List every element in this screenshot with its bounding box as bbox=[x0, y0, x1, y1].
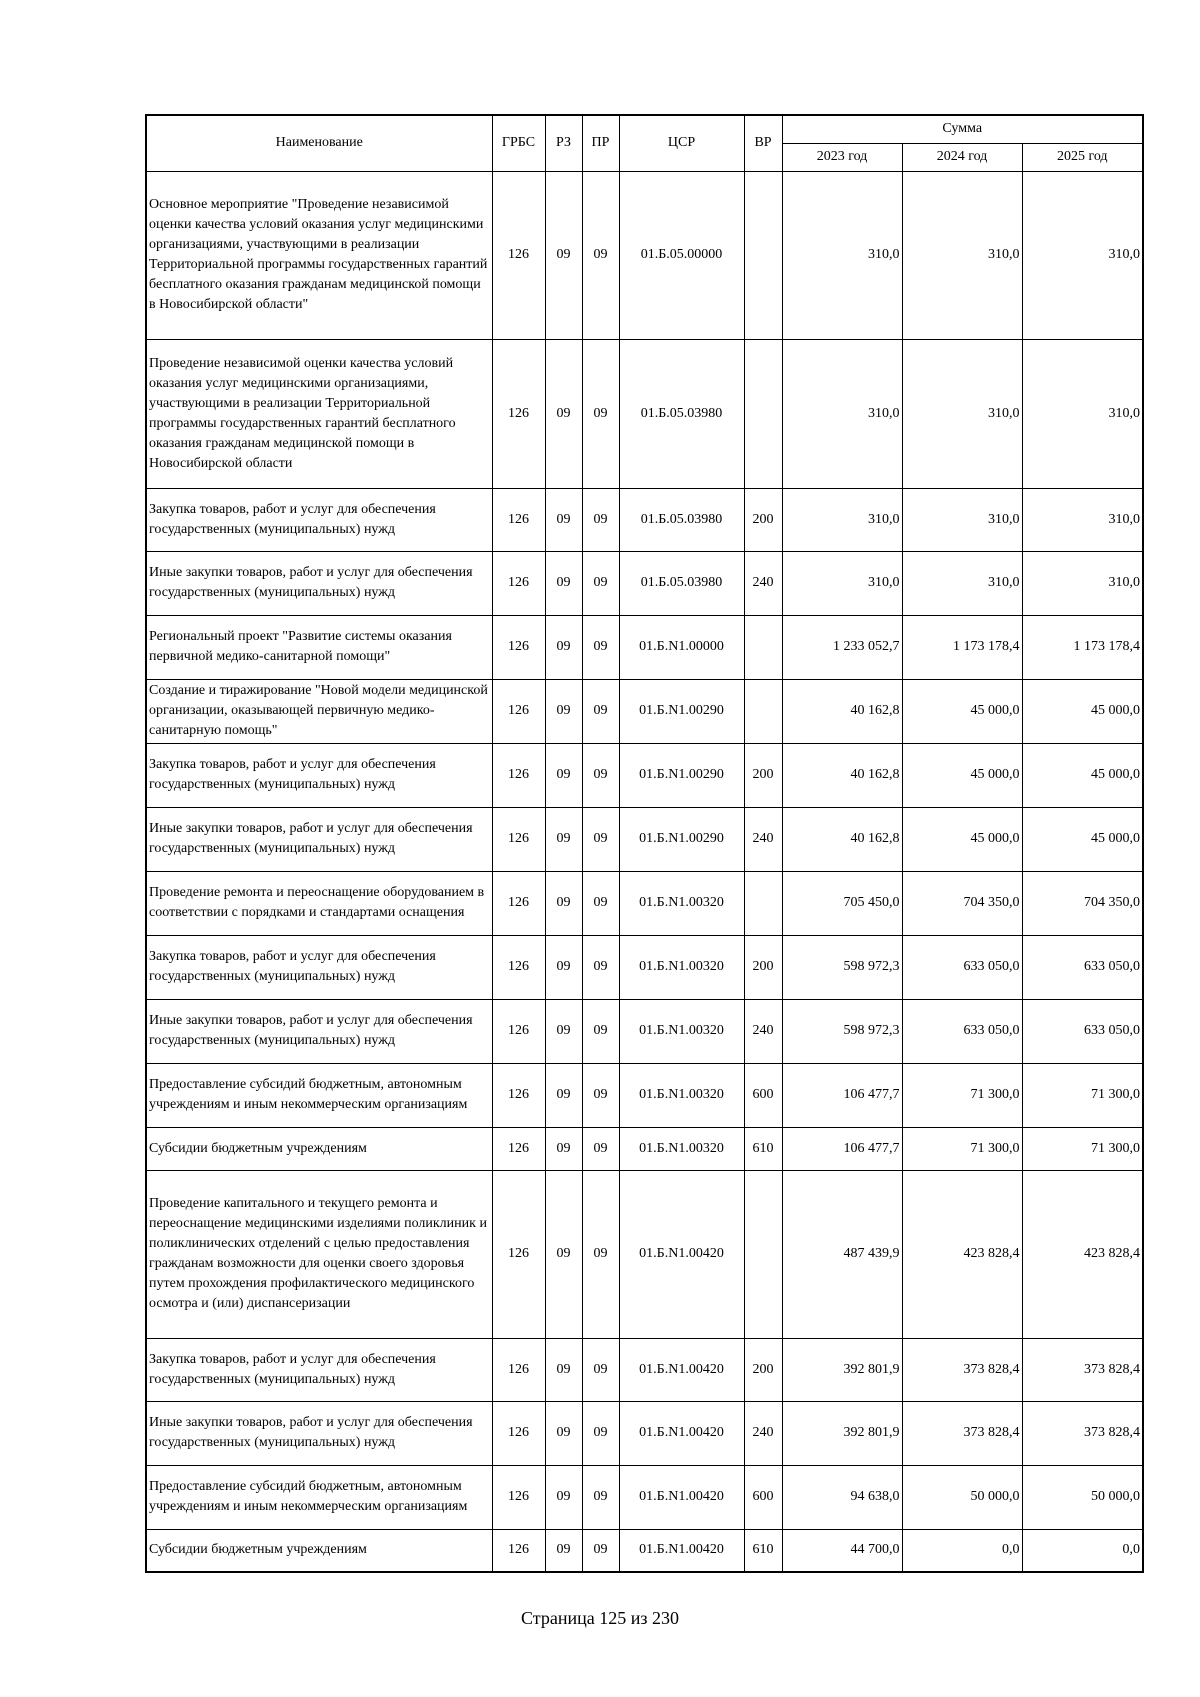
row-sum-2023: 106 477,7 bbox=[782, 1063, 902, 1127]
row-grbs: 126 bbox=[492, 1338, 545, 1401]
row-grbs: 126 bbox=[492, 999, 545, 1063]
row-grbs: 126 bbox=[492, 679, 545, 743]
row-grbs: 126 bbox=[492, 807, 545, 871]
table-body bbox=[146, 171, 1143, 1572]
row-name: Создание и тиражирование "Новой модели медицинской организации, оказывающей первичную медико-санитарную помощь" bbox=[146, 679, 492, 743]
row-vr: 240 bbox=[744, 807, 782, 871]
row-csr: 01.Б.N1.00290 bbox=[619, 807, 744, 871]
row-csr: 01.Б.N1.00290 bbox=[619, 679, 744, 743]
row-vr bbox=[744, 615, 782, 679]
row-rz: 09 bbox=[545, 339, 582, 488]
row-pr: 09 bbox=[582, 871, 619, 935]
table-row bbox=[146, 1170, 1143, 1338]
row-pr: 09 bbox=[582, 339, 619, 488]
row-vr bbox=[744, 171, 782, 339]
row-sum-2023: 310,0 bbox=[782, 339, 902, 488]
row-name: Закупка товаров, работ и услуг для обеспечения государственных (муниципальных) нужд bbox=[146, 743, 492, 807]
row-sum-2023: 94 638,0 bbox=[782, 1465, 902, 1529]
header-pr: ПР bbox=[582, 115, 619, 171]
row-grbs: 126 bbox=[492, 488, 545, 551]
row-sum-2024: 71 300,0 bbox=[902, 1127, 1022, 1170]
row-grbs: 126 bbox=[492, 1127, 545, 1170]
row-csr: 01.Б.N1.00420 bbox=[619, 1465, 744, 1529]
row-rz: 09 bbox=[545, 679, 582, 743]
row-pr: 09 bbox=[582, 488, 619, 551]
header-csr: ЦСР bbox=[619, 115, 744, 171]
row-sum-2025: 0,0 bbox=[1022, 1529, 1143, 1572]
row-sum-2024: 0,0 bbox=[902, 1529, 1022, 1572]
row-sum-2023: 392 801,9 bbox=[782, 1338, 902, 1401]
row-vr bbox=[744, 871, 782, 935]
row-vr: 200 bbox=[744, 1338, 782, 1401]
row-sum-2025: 310,0 bbox=[1022, 488, 1143, 551]
row-name: Закупка товаров, работ и услуг для обеспечения государственных (муниципальных) нужд bbox=[146, 488, 492, 551]
table-row bbox=[146, 339, 1143, 488]
table-header bbox=[146, 115, 1143, 171]
row-grbs: 126 bbox=[492, 1529, 545, 1572]
row-rz: 09 bbox=[545, 1465, 582, 1529]
row-vr: 610 bbox=[744, 1127, 782, 1170]
row-rz: 09 bbox=[545, 1529, 582, 1572]
row-pr: 09 bbox=[582, 743, 619, 807]
row-sum-2025: 310,0 bbox=[1022, 551, 1143, 615]
row-pr: 09 bbox=[582, 1127, 619, 1170]
header-year-2023: 2023 год bbox=[782, 143, 902, 171]
row-name: Субсидии бюджетным учреждениям bbox=[146, 1529, 492, 1572]
row-sum-2023: 44 700,0 bbox=[782, 1529, 902, 1572]
row-sum-2024: 71 300,0 bbox=[902, 1063, 1022, 1127]
row-csr: 01.Б.N1.00320 bbox=[619, 999, 744, 1063]
row-csr: 01.Б.N1.00320 bbox=[619, 1063, 744, 1127]
row-name: Предоставление субсидий бюджетным, автономным учреждениям и иным некоммерческим организациям bbox=[146, 1465, 492, 1529]
row-csr: 01.Б.N1.00320 bbox=[619, 871, 744, 935]
table-row bbox=[146, 171, 1143, 339]
table-row bbox=[146, 488, 1143, 551]
row-name: Иные закупки товаров, работ и услуг для обеспечения государственных (муниципальных) нужд bbox=[146, 551, 492, 615]
row-csr: 01.Б.N1.00420 bbox=[619, 1338, 744, 1401]
row-sum-2025: 373 828,4 bbox=[1022, 1401, 1143, 1465]
row-sum-2023: 310,0 bbox=[782, 488, 902, 551]
row-grbs: 126 bbox=[492, 1401, 545, 1465]
table-row bbox=[146, 679, 1143, 743]
row-sum-2023: 310,0 bbox=[782, 551, 902, 615]
row-csr: 01.Б.05.00000 bbox=[619, 171, 744, 339]
row-sum-2024: 423 828,4 bbox=[902, 1170, 1022, 1338]
row-sum-2024: 373 828,4 bbox=[902, 1338, 1022, 1401]
row-name: Проведение независимой оценки качества условий оказания услуг медицинскими организациями, участвующими в реализации Территориальной программы государственных гарантий бесплатного оказания гражданам медицинской помощи в Новосибирской области bbox=[146, 339, 492, 488]
row-pr: 09 bbox=[582, 999, 619, 1063]
row-pr: 09 bbox=[582, 1401, 619, 1465]
row-vr: 600 bbox=[744, 1465, 782, 1529]
row-pr: 09 bbox=[582, 615, 619, 679]
row-name: Предоставление субсидий бюджетным, автономным учреждениям и иным некоммерческим организациям bbox=[146, 1063, 492, 1127]
row-sum-2025: 45 000,0 bbox=[1022, 743, 1143, 807]
row-vr: 200 bbox=[744, 935, 782, 999]
row-pr: 09 bbox=[582, 171, 619, 339]
row-sum-2025: 50 000,0 bbox=[1022, 1465, 1143, 1529]
row-name: Закупка товаров, работ и услуг для обеспечения государственных (муниципальных) нужд bbox=[146, 935, 492, 999]
header-year-2025: 2025 год bbox=[1022, 143, 1143, 171]
row-sum-2023: 106 477,7 bbox=[782, 1127, 902, 1170]
row-sum-2025: 71 300,0 bbox=[1022, 1127, 1143, 1170]
row-csr: 01.Б.05.03980 bbox=[619, 339, 744, 488]
row-vr bbox=[744, 1170, 782, 1338]
row-pr: 09 bbox=[582, 551, 619, 615]
table-row bbox=[146, 999, 1143, 1063]
table-row bbox=[146, 551, 1143, 615]
row-sum-2024: 45 000,0 bbox=[902, 807, 1022, 871]
row-csr: 01.Б.05.03980 bbox=[619, 551, 744, 615]
row-grbs: 126 bbox=[492, 1465, 545, 1529]
row-sum-2024: 633 050,0 bbox=[902, 935, 1022, 999]
row-csr: 01.Б.N1.00420 bbox=[619, 1401, 744, 1465]
page-number: Страница 125 из 230 bbox=[521, 1608, 679, 1628]
row-rz: 09 bbox=[545, 1063, 582, 1127]
row-sum-2025: 633 050,0 bbox=[1022, 999, 1143, 1063]
table-row bbox=[146, 871, 1143, 935]
row-sum-2024: 310,0 bbox=[902, 551, 1022, 615]
row-sum-2024: 1 173 178,4 bbox=[902, 615, 1022, 679]
table-row bbox=[146, 1127, 1143, 1170]
row-grbs: 126 bbox=[492, 615, 545, 679]
row-csr: 01.Б.05.03980 bbox=[619, 488, 744, 551]
row-sum-2025: 704 350,0 bbox=[1022, 871, 1143, 935]
row-csr: 01.Б.N1.00420 bbox=[619, 1170, 744, 1338]
row-sum-2024: 310,0 bbox=[902, 339, 1022, 488]
row-sum-2023: 598 972,3 bbox=[782, 935, 902, 999]
row-sum-2023: 310,0 bbox=[782, 171, 902, 339]
row-rz: 09 bbox=[545, 743, 582, 807]
row-rz: 09 bbox=[545, 488, 582, 551]
row-name: Иные закупки товаров, работ и услуг для обеспечения государственных (муниципальных) нужд bbox=[146, 999, 492, 1063]
row-grbs: 126 bbox=[492, 935, 545, 999]
row-sum-2025: 45 000,0 bbox=[1022, 807, 1143, 871]
row-grbs: 126 bbox=[492, 1170, 545, 1338]
row-grbs: 126 bbox=[492, 339, 545, 488]
row-vr: 240 bbox=[744, 1401, 782, 1465]
row-name: Региональный проект "Развитие системы оказания первичной медико-санитарной помощи" bbox=[146, 615, 492, 679]
row-name: Проведение ремонта и переоснащение оборудованием в соответствии с порядками и стандартами оснащения bbox=[146, 871, 492, 935]
table-row bbox=[146, 1063, 1143, 1127]
row-sum-2023: 40 162,8 bbox=[782, 743, 902, 807]
table-row bbox=[146, 807, 1143, 871]
row-sum-2023: 40 162,8 bbox=[782, 679, 902, 743]
row-sum-2024: 633 050,0 bbox=[902, 999, 1022, 1063]
row-sum-2024: 45 000,0 bbox=[902, 679, 1022, 743]
row-vr bbox=[744, 679, 782, 743]
row-rz: 09 bbox=[545, 1127, 582, 1170]
row-name: Проведение капитального и текущего ремонта и переоснащение медицинскими изделиями поликлиник и поликлинических отделений с целью предоставления гражданам возможности для оценки своего здоровья путем прохождения профилактического медицинского осмотра и (или) диспансеризации bbox=[146, 1170, 492, 1338]
row-vr bbox=[744, 339, 782, 488]
row-pr: 09 bbox=[582, 1338, 619, 1401]
row-sum-2025: 71 300,0 bbox=[1022, 1063, 1143, 1127]
budget-table bbox=[145, 114, 1144, 1573]
row-rz: 09 bbox=[545, 871, 582, 935]
row-name: Основное мероприятие "Проведение независимой оценки качества условий оказания услуг медицинскими организациями, участвующими в реализации Территориальной программы государственных гарантий бесплатного оказания гражданам медицинской помощи в Новосибирской области" bbox=[146, 171, 492, 339]
row-sum-2025: 310,0 bbox=[1022, 171, 1143, 339]
row-grbs: 126 bbox=[492, 743, 545, 807]
row-csr: 01.Б.N1.00420 bbox=[619, 1529, 744, 1572]
row-name: Иные закупки товаров, работ и услуг для обеспечения государственных (муниципальных) нужд bbox=[146, 807, 492, 871]
row-pr: 09 bbox=[582, 1063, 619, 1127]
row-name: Закупка товаров, работ и услуг для обеспечения государственных (муниципальных) нужд bbox=[146, 1338, 492, 1401]
row-vr: 600 bbox=[744, 1063, 782, 1127]
table-row bbox=[146, 935, 1143, 999]
row-sum-2024: 373 828,4 bbox=[902, 1401, 1022, 1465]
row-rz: 09 bbox=[545, 551, 582, 615]
header-year-2024: 2024 год bbox=[902, 143, 1022, 171]
row-sum-2025: 373 828,4 bbox=[1022, 1338, 1143, 1401]
row-pr: 09 bbox=[582, 1529, 619, 1572]
row-sum-2024: 310,0 bbox=[902, 488, 1022, 551]
row-sum-2025: 310,0 bbox=[1022, 339, 1143, 488]
row-grbs: 126 bbox=[492, 871, 545, 935]
row-rz: 09 bbox=[545, 615, 582, 679]
row-vr: 610 bbox=[744, 1529, 782, 1572]
row-sum-2025: 633 050,0 bbox=[1022, 935, 1143, 999]
row-sum-2023: 40 162,8 bbox=[782, 807, 902, 871]
row-pr: 09 bbox=[582, 1465, 619, 1529]
row-sum-2023: 392 801,9 bbox=[782, 1401, 902, 1465]
row-name: Иные закупки товаров, работ и услуг для обеспечения государственных (муниципальных) нужд bbox=[146, 1401, 492, 1465]
row-pr: 09 bbox=[582, 935, 619, 999]
row-name: Субсидии бюджетным учреждениям bbox=[146, 1127, 492, 1170]
row-pr: 09 bbox=[582, 679, 619, 743]
header-vr: ВР bbox=[744, 115, 782, 171]
row-sum-2024: 45 000,0 bbox=[902, 743, 1022, 807]
row-vr: 200 bbox=[744, 743, 782, 807]
table-row bbox=[146, 1529, 1143, 1572]
header-rz: РЗ bbox=[545, 115, 582, 171]
row-sum-2025: 45 000,0 bbox=[1022, 679, 1143, 743]
row-sum-2024: 704 350,0 bbox=[902, 871, 1022, 935]
header-grbs: ГРБС bbox=[492, 115, 545, 171]
table-row bbox=[146, 1401, 1143, 1465]
row-csr: 01.Б.N1.00290 bbox=[619, 743, 744, 807]
row-csr: 01.Б.N1.00000 bbox=[619, 615, 744, 679]
row-rz: 09 bbox=[545, 999, 582, 1063]
row-rz: 09 bbox=[545, 1338, 582, 1401]
row-sum-2023: 598 972,3 bbox=[782, 999, 902, 1063]
row-vr: 240 bbox=[744, 551, 782, 615]
row-pr: 09 bbox=[582, 1170, 619, 1338]
header-sum: Сумма bbox=[782, 115, 1143, 143]
table-row bbox=[146, 1338, 1143, 1401]
row-rz: 09 bbox=[545, 1401, 582, 1465]
row-rz: 09 bbox=[545, 171, 582, 339]
row-csr: 01.Б.N1.00320 bbox=[619, 1127, 744, 1170]
row-vr: 240 bbox=[744, 999, 782, 1063]
row-vr: 200 bbox=[744, 488, 782, 551]
table-row bbox=[146, 743, 1143, 807]
row-grbs: 126 bbox=[492, 1063, 545, 1127]
row-grbs: 126 bbox=[492, 171, 545, 339]
row-sum-2024: 50 000,0 bbox=[902, 1465, 1022, 1529]
row-sum-2025: 1 173 178,4 bbox=[1022, 615, 1143, 679]
row-csr: 01.Б.N1.00320 bbox=[619, 935, 744, 999]
header-name: Наименование bbox=[146, 115, 492, 171]
row-sum-2025: 423 828,4 bbox=[1022, 1170, 1143, 1338]
row-rz: 09 bbox=[545, 935, 582, 999]
row-rz: 09 bbox=[545, 807, 582, 871]
row-sum-2023: 487 439,9 bbox=[782, 1170, 902, 1338]
row-sum-2024: 310,0 bbox=[902, 171, 1022, 339]
row-pr: 09 bbox=[582, 807, 619, 871]
row-grbs: 126 bbox=[492, 551, 545, 615]
row-sum-2023: 1 233 052,7 bbox=[782, 615, 902, 679]
table-row bbox=[146, 615, 1143, 679]
row-rz: 09 bbox=[545, 1170, 582, 1338]
row-sum-2023: 705 450,0 bbox=[782, 871, 902, 935]
table-row bbox=[146, 1465, 1143, 1529]
